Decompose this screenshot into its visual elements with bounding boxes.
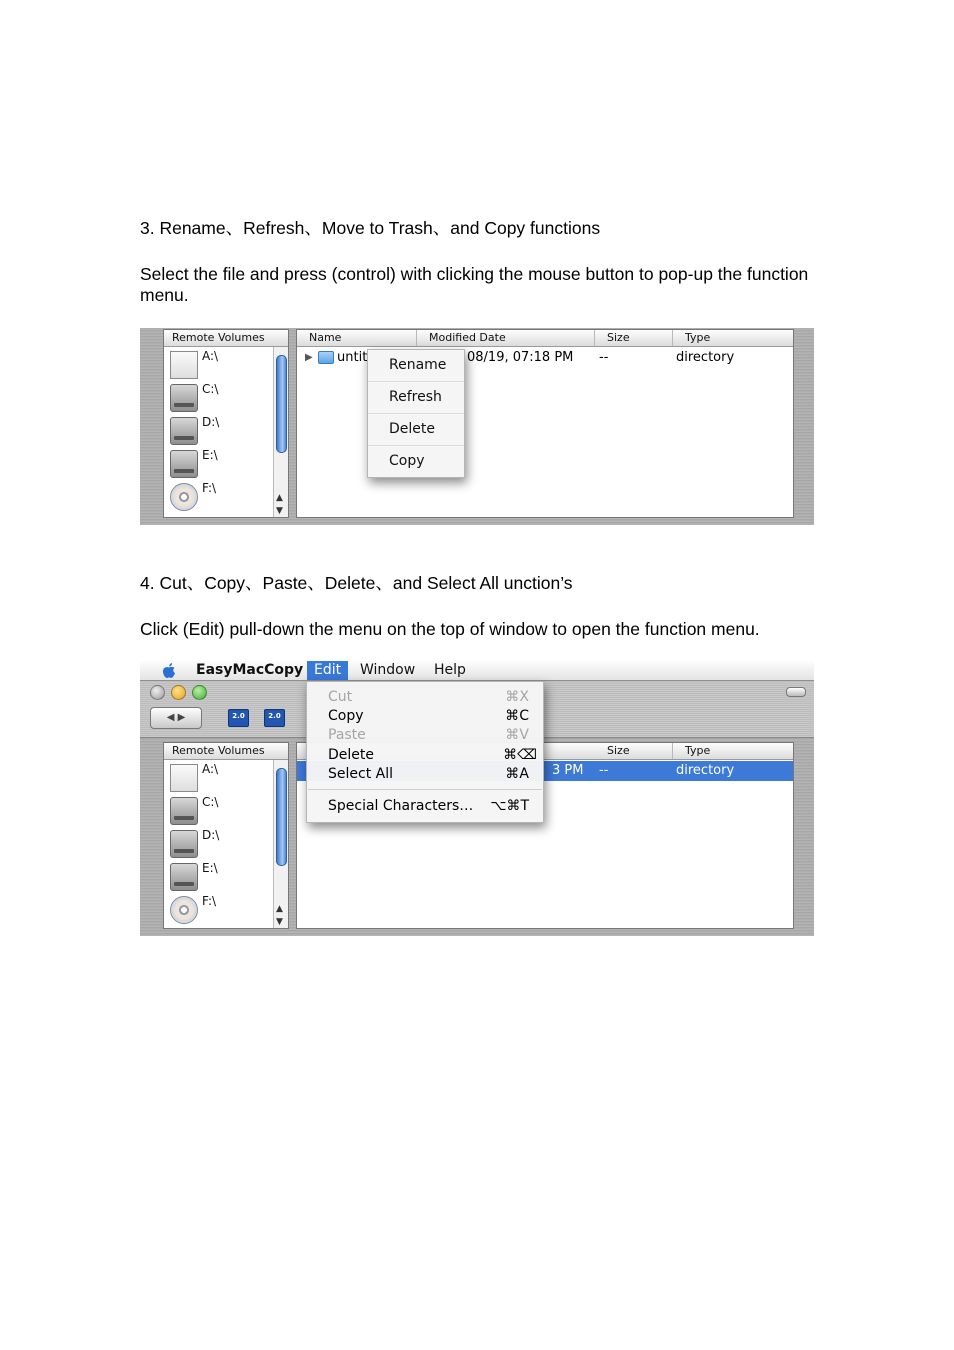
file-list-header (297, 330, 793, 347)
menu-item-special-characters[interactable]: Special Characters… ⌥⌘T (328, 798, 529, 814)
column-type[interactable]: Type (685, 331, 711, 344)
column-size[interactable]: Size (595, 330, 673, 346)
menu-item-delete[interactable]: Delete ⌘⌫ (328, 747, 537, 763)
volume-list (164, 347, 272, 517)
menu-help[interactable]: Help (434, 662, 466, 678)
menu-edit[interactable]: Edit (307, 661, 348, 680)
zoom-button-icon[interactable] (192, 685, 207, 700)
volume-c[interactable]: C:\ (170, 795, 270, 825)
volume-e[interactable]: E:\ (170, 861, 270, 891)
menu-item-delete[interactable]: Delete (368, 414, 464, 446)
menu-item-rename[interactable]: Rename (368, 350, 464, 382)
volumes-scrollbar[interactable] (273, 760, 288, 928)
volumes-scrollbar[interactable] (273, 347, 288, 517)
volume-a[interactable]: A:\ (170, 349, 270, 379)
section4-body: Click (Edit) pull-down the menu on the top of window to open the function menu. (140, 619, 760, 639)
volume-f[interactable]: F:\ (170, 894, 270, 924)
volume-d[interactable]: D:\ (170, 415, 270, 445)
hard-drive-icon (170, 863, 198, 891)
scroll-down-arrow-icon[interactable]: ▼ (276, 917, 283, 927)
disclosure-triangle-icon[interactable]: ▶ (305, 352, 313, 363)
floppy-drive-icon (170, 764, 198, 792)
volume-c[interactable]: C:\ (170, 382, 270, 412)
column-name[interactable]: Name (297, 330, 417, 346)
menu-item-paste[interactable]: Paste ⌘V (328, 727, 529, 743)
volume-d[interactable]: D:\ (170, 828, 270, 858)
close-button-icon[interactable] (150, 685, 165, 700)
menu-item-copy[interactable]: Copy ⌘C (328, 708, 529, 724)
volumes-pane (163, 742, 289, 929)
section3-body: Select the file and press (control) with clicking the mouse button to pop-up the function menu. (140, 264, 809, 305)
back-forward-button[interactable]: ◀ ▶ (150, 707, 202, 729)
file-type: directory (676, 350, 735, 365)
menu-window[interactable]: Window (360, 662, 416, 678)
cd-icon (170, 896, 198, 924)
scroll-down-arrow-icon[interactable]: ▼ (276, 506, 283, 516)
minimize-button-icon[interactable] (171, 685, 186, 700)
column-modified[interactable]: Modified Date (417, 330, 595, 346)
screenshot-context-menu (140, 328, 814, 525)
menu-item-select-all[interactable]: Select All ⌘A (328, 766, 529, 782)
hard-drive-icon (170, 450, 198, 478)
hard-drive-icon (170, 797, 198, 825)
volumes-pane (163, 329, 289, 518)
scroll-up-arrow-icon[interactable]: ▲ (276, 493, 283, 503)
scroll-thumb[interactable] (276, 768, 287, 866)
menu-item-refresh[interactable]: Refresh (368, 382, 464, 414)
file-size: -- (599, 763, 609, 778)
apple-logo-icon[interactable] (161, 662, 177, 679)
file-name: untit (337, 350, 368, 365)
section3-heading: 3. Rename、Refresh、Move to Trash、and Copy functions (140, 218, 601, 238)
file-type: directory (676, 763, 735, 778)
context-menu (367, 349, 465, 478)
volumes-header: Remote Volumes (164, 743, 288, 760)
file-modified: 08/19, 07:18 PM (467, 350, 574, 365)
volume-e[interactable]: E:\ (170, 448, 270, 478)
screenshot-edit-menu (140, 661, 814, 936)
menu-separator (308, 789, 542, 790)
hard-drive-icon (170, 417, 198, 445)
menu-app-name[interactable]: EasyMacCopy (196, 662, 304, 678)
hard-drive-icon (170, 384, 198, 412)
cd-icon (170, 483, 198, 511)
volume-a[interactable]: A:\ (170, 762, 270, 792)
usb-device-icon[interactable]: 2.0 (228, 709, 249, 727)
file-modified-tail: 3 PM (552, 763, 584, 778)
volume-list (164, 760, 272, 928)
column-size[interactable]: Size (595, 743, 673, 759)
edit-menu (306, 681, 544, 823)
menu-item-cut[interactable]: Cut ⌘X (328, 689, 529, 705)
folder-icon (318, 351, 334, 364)
column-type[interactable]: Type (685, 744, 711, 757)
menu-item-copy[interactable]: Copy (389, 453, 425, 469)
volumes-header: Remote Volumes (164, 330, 288, 347)
toolbar-toggle-button[interactable] (786, 687, 806, 697)
volume-f[interactable]: F:\ (170, 481, 270, 511)
hard-drive-icon (170, 830, 198, 858)
section4-heading: 4. Cut、Copy、Paste、Delete、and Select All unction’s (140, 573, 573, 593)
usb-device-icon[interactable]: 2.0 (264, 709, 285, 727)
file-size: -- (599, 350, 609, 365)
menu-bar (140, 661, 814, 681)
scroll-thumb[interactable] (276, 355, 287, 453)
scroll-up-arrow-icon[interactable]: ▲ (276, 904, 283, 914)
floppy-drive-icon (170, 351, 198, 379)
